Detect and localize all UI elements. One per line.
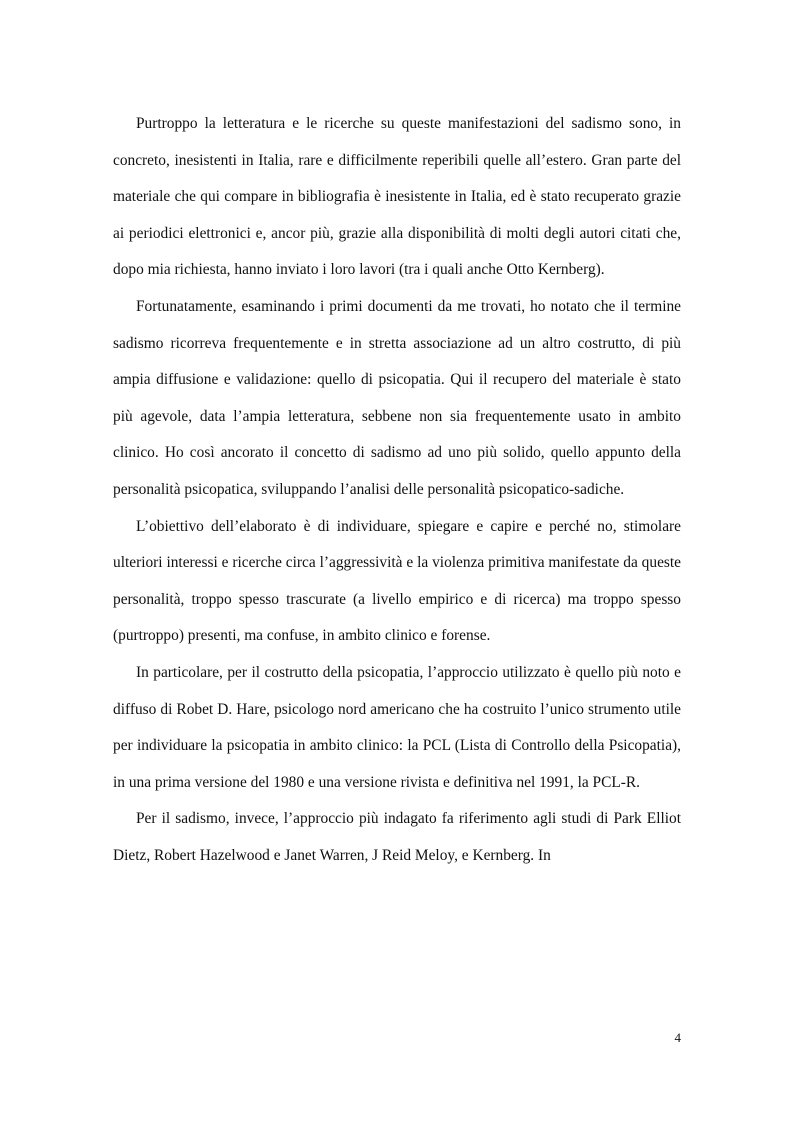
- paragraph-5: Per il sadismo, invece, l’approccio più indagato fa riferimento agli studi di Park Elliot Dietz, Robert Hazelwood e Janet Warren, J Reid Meloy, e Kernberg. In: [113, 810, 681, 864]
- paragraph-2: Fortunatamente, esaminando i primi documenti da me trovati, ho notato che il termine sadismo ricorreva frequentemente e in stretta associazione ad un altro costrutto, di più ampia diffusione e validazione: quello di psicopatia. Qui il recupero del materiale è stato più agevole, data l’ampia letteratura, sebbene non sia frequentemente usato in ambito clinico. Ho così ancorato il concetto di sadismo ad uno più solido, quello appunto della personalità psicopatica, sviluppando l’analisi delle personalità psicopatico-sadiche.: [113, 297, 681, 498]
- paragraph-1: Purtroppo la letteratura e le ricerche su queste manifestazioni del sadismo sono, in concreto, inesistenti in Italia, rare e difficilmente reperibili quelle all’estero. Gran parte del materiale che qui compare in bibliografia è inesistente in Italia, ed è stato recuperato grazie ai periodici elettronici e, ancor più, grazie alla disponibilità di molti degli autori citati che, dopo mia richiesta, hanno inviato i loro lavori (tra i quali anche Otto Kernberg).: [113, 115, 681, 279]
- body-text: [113, 106, 681, 874]
- paragraph-4: In particolare, per il costrutto della psicopatia, l’approccio utilizzato è quello più noto e diffuso di Robet D. Hare, psicologo nord americano che ha costruito l’unico strumento utile per individuare la psicopatia in ambito clinico: la PCL (Lista di Controllo della Psicopatia), in una prima versione del 1980 e una versione rivista e definitiva nel 1991, la PCL-R.: [113, 663, 681, 791]
- page-number: 4: [674, 1030, 681, 1045]
- paragraph-3: L’obiettivo dell’elaborato è di individuare, spiegare e capire e perché no, stimolare ulteriori interessi e ricerche circa l’aggressività e la violenza primitiva manifestate da queste personalità, troppo spesso trascurate (a livello empirico e di ricerca) ma troppo spesso (purtroppo) presenti, ma confuse, in ambito clinico e forense.: [113, 517, 681, 645]
